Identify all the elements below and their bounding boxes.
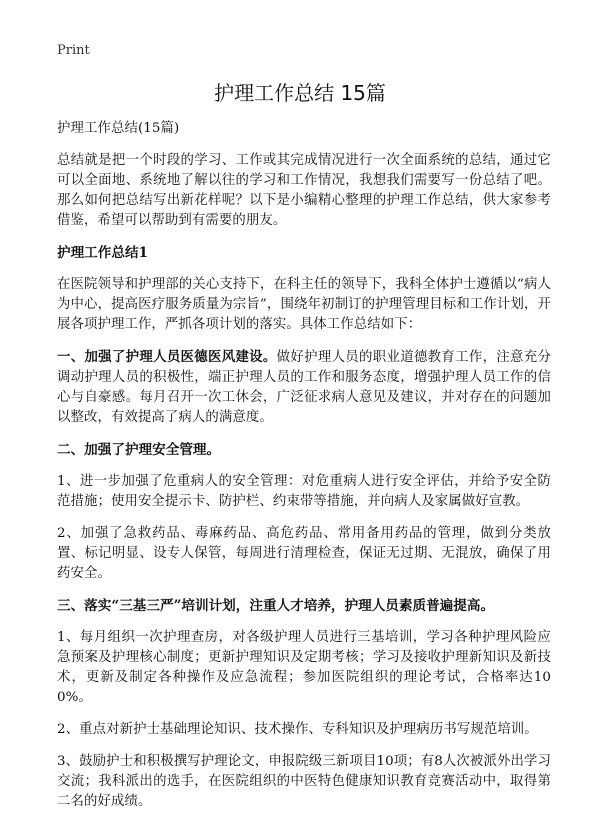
item1-paragraph — [57, 347, 551, 428]
item3-paragraph-1: 1、每月组织一次护理查房，对各级护理人员进行三基培训，学习各种护理风险应急预案及护理核心制度；更新护理知识及定期考核；学习及接收护理新知识及新技术，更新及制定各种操作及应急流程；参加医院组织的理论考试，合格率达100%。 — [57, 630, 551, 705]
print-label[interactable]: Print — [57, 43, 90, 58]
section-heading: 护理工作总结1 — [57, 245, 149, 261]
item2-paragraph-2: 2、加强了急救药品、毒麻药品、高危药品、常用备用药品的管理，做到分类放置、标记明显、设专人保管，每周进行清理检查，保证无过期、无混放，确保了用药安全。 — [57, 526, 551, 581]
document-body — [57, 119, 551, 824]
item3-paragraph-3: 3、鼓励护士和积极撰写护理论文，申报院级三新项目10项；有8人次被派外出学习交流；我科派出的选手，在医院组织的中医特色健康知识教育竞赛活动中，取得第二名的好成绩。 — [57, 754, 551, 809]
page-title: 护理工作总结 15篇 — [214, 81, 386, 105]
item2-paragraph-1: 1、进一步加强了危重病人的安全管理：对危重病人进行安全评估，并给予安全防范措施；使用安全提示卡、防护栏、约束带等措施，并向病人及家属做好宣教。 — [57, 474, 551, 509]
item3-heading: 三、落实“三基三严”培训计划，注重人才培养，护理人员素质普遍提高。 — [57, 598, 495, 614]
item1-lead: 一、加强了护理人员医德医风建设。 — [57, 349, 277, 365]
section-intro-paragraph: 在医院领导和护理部的关心支持下，在科主任的领导下，我科全体护士遵循以“病人为中心，提高医疗服务质量为宗旨”，围绕年初制订的护理管理目标和工作计划，开展各项护理工作，严抓各项计划的落实。具体工作总结如下： — [57, 277, 551, 332]
intro-paragraph: 总结就是把一个时段的学习、工作或其完成情况进行一次全面系统的总结，通过它可以全面地、系统地了解以往的学习和工作情况，我想我们需要写一份总结了吧。那么如何把总结写出新花样呢？以下是小编精心整理的护理工作总结，供大家参考借鉴，希望可以帮助到有需要的朋友。 — [57, 153, 551, 228]
item1-body: 做好护理人员的职业道德教育工作，注意充分调动护理人员的积极性，端正护理人员的工作和服务态度，增强护理人员工作的信心与自豪感。每月召开一次工休会，广泛征求病人意见及建议，并对存在的问题加以整改，有效提高了病人的满意度。 — [57, 350, 551, 425]
item3-paragraph-2: 2、重点对新护士基础理论知识、技术操作、专科知识及护理病历书写规范培训。 — [57, 722, 538, 737]
item2-heading: 二、加强了护理安全管理。 — [57, 442, 221, 458]
document-subtitle: 护理工作总结(15篇) — [57, 121, 180, 136]
